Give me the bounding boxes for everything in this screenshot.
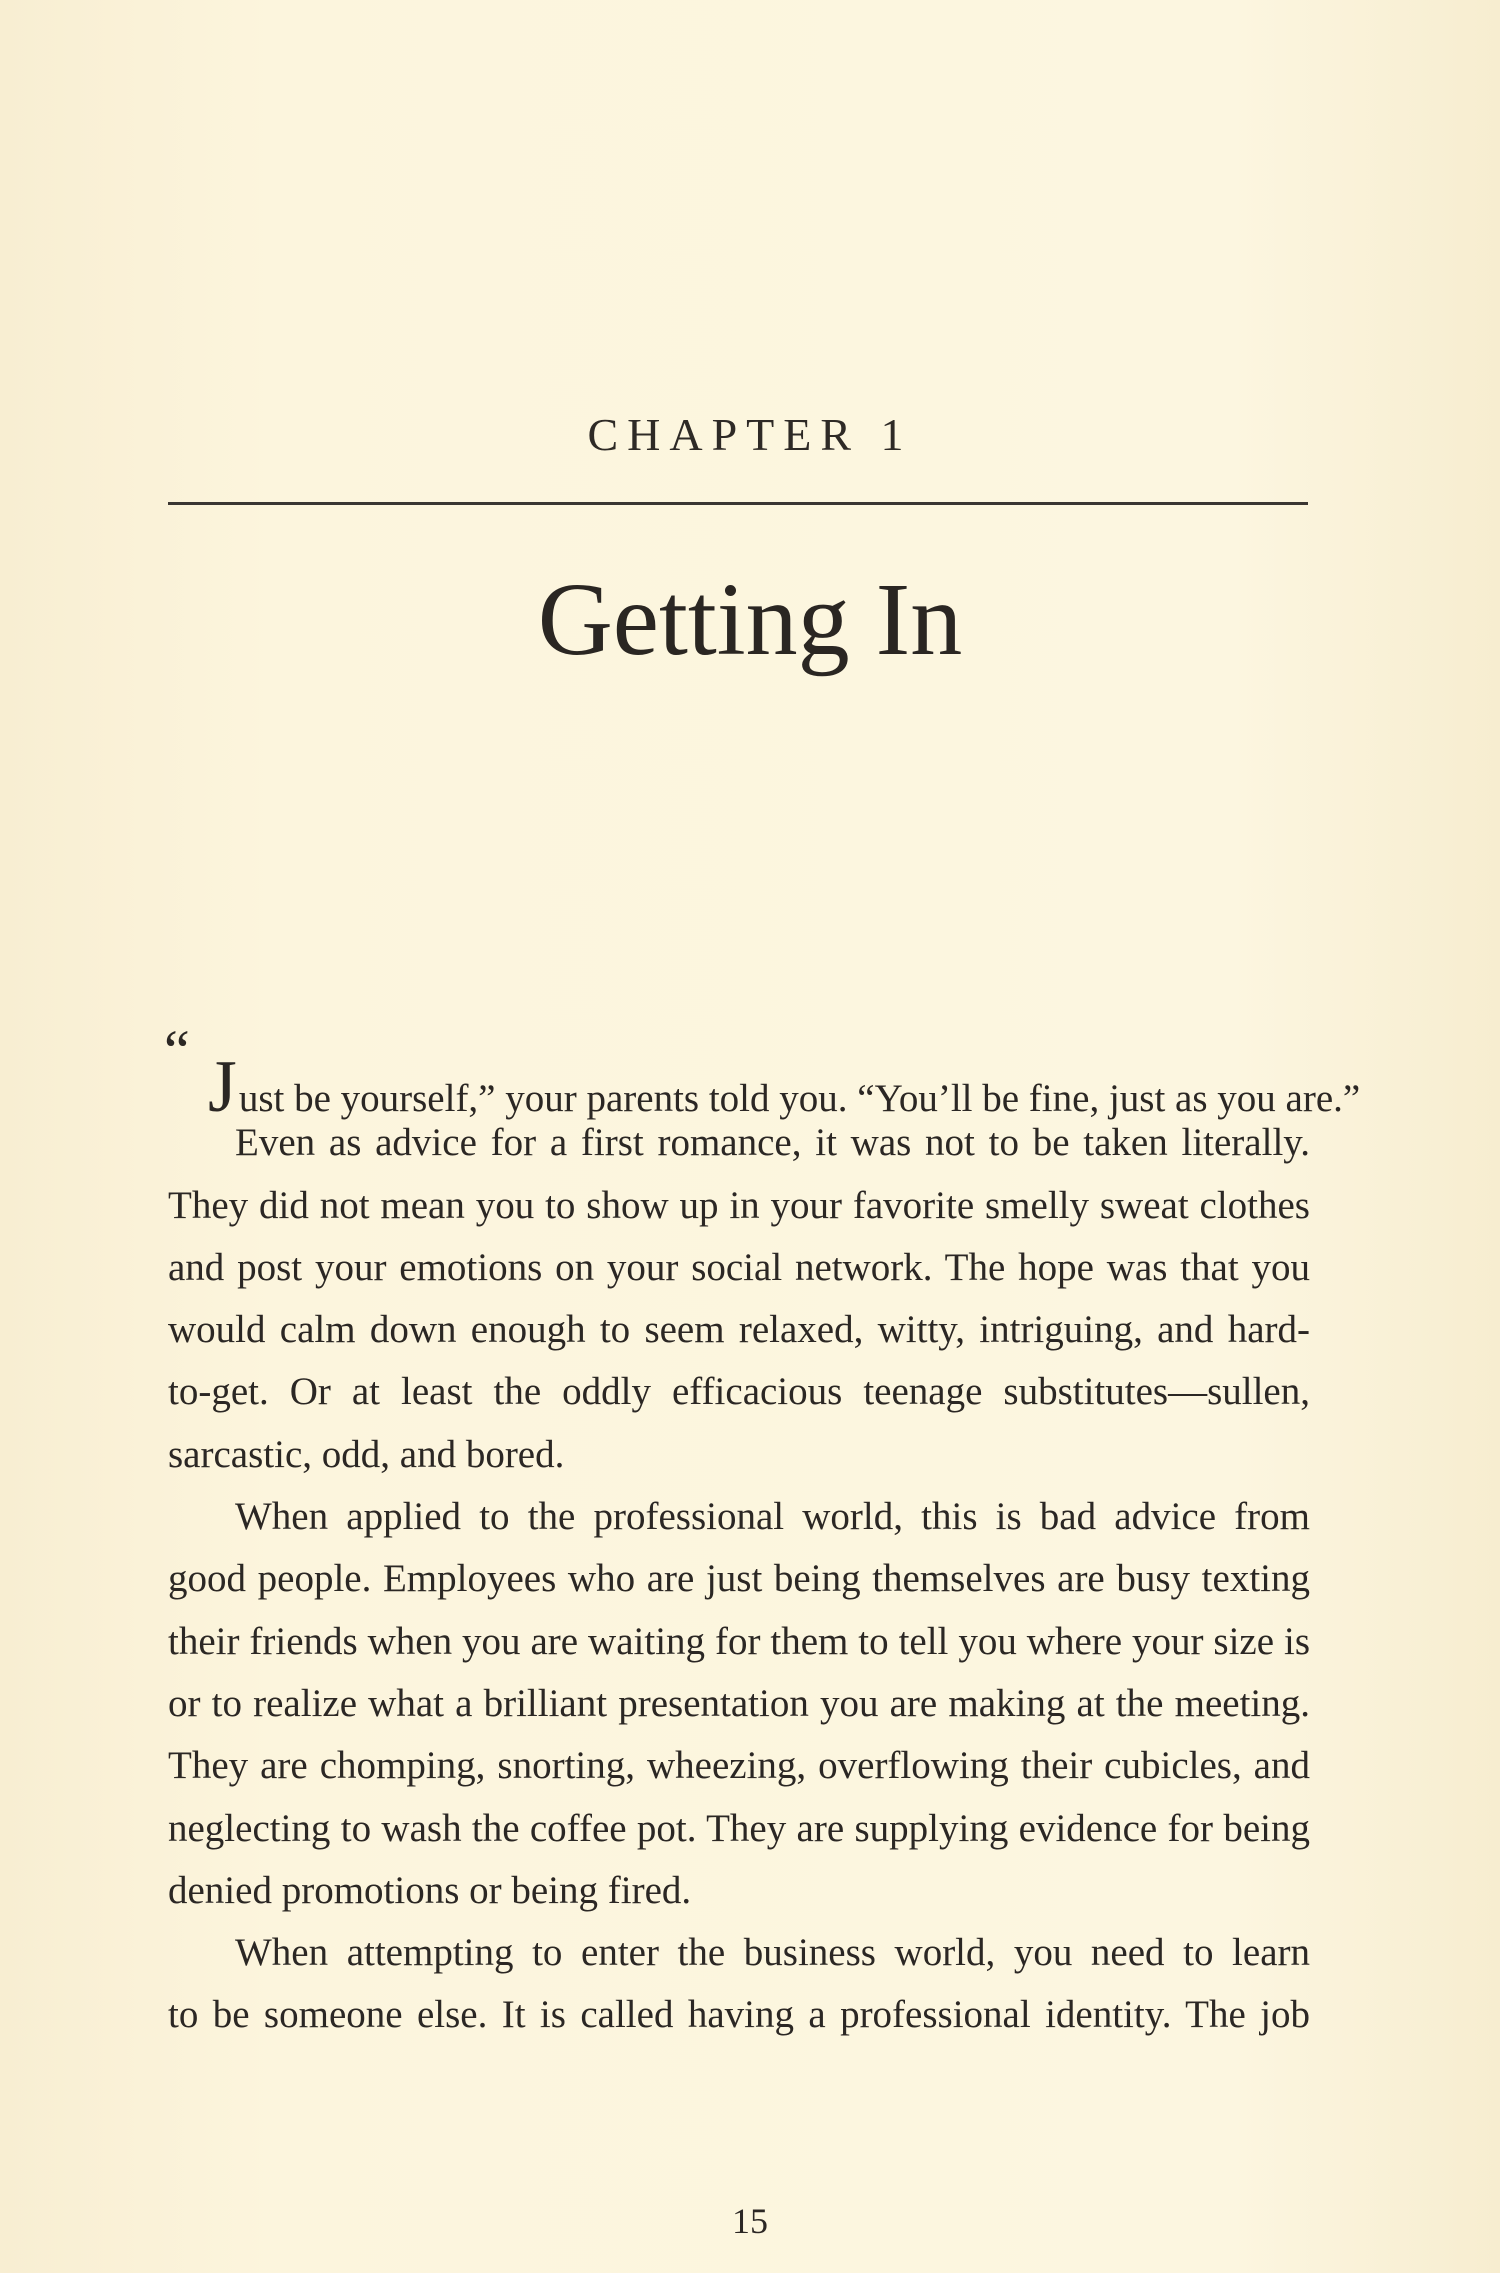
drop-cap: J <box>208 1046 237 1128</box>
body-line: and post your emotions on your social network. The hope was that you <box>168 1245 1310 1289</box>
body-line: their friends when you are waiting for them to tell you where your size is <box>168 1619 1310 1663</box>
body-line: When applied to the professional world, this is bad advice from <box>235 1495 1310 1539</box>
body-text <box>164 1018 1361 2047</box>
body-line: good people. Employees who are just being themselves are busy texting <box>168 1557 1310 1601</box>
line-text: ust be yourself,” your parents told you. “You’ll be fine, just as you are.” <box>238 1077 1361 1120</box>
body-line: to be someone else. It is called having a professional identity. The job <box>168 1993 1310 2037</box>
page-number: 15 <box>732 2201 768 2241</box>
body-line: neglecting to wash the coffee pot. They are supplying evidence for being <box>168 1806 1310 1850</box>
opening-quote-mark: “ <box>164 1018 190 1083</box>
body-line: When attempting to enter the business world, you need to learn <box>235 1931 1310 1975</box>
chapter-rule <box>168 502 1308 505</box>
body-line: They did not mean you to show up in your favorite smelly sweat clothes <box>168 1183 1310 1227</box>
body-line: or to realize what a brilliant presentation you are making at the meeting. <box>168 1681 1310 1725</box>
chapter-label: CHAPTER 1 <box>587 409 913 460</box>
paragraph-1-line-1 <box>164 1018 1361 1128</box>
body-line: denied promotions or being fired. <box>168 1868 692 1912</box>
body-line: would calm down enough to seem relaxed, witty, intriguing, and hard- <box>168 1308 1310 1352</box>
chapter-title: Getting In <box>537 562 963 677</box>
body-line: to-get. Or at least the oddly efficacious teenage substitutes—sullen, <box>168 1370 1310 1414</box>
body-line: Even as advice for a first romance, it was not to be taken literally. <box>235 1121 1310 1165</box>
body-line: They are chomping, snorting, wheezing, overflowing their cubicles, and <box>168 1744 1310 1788</box>
body-line: sarcastic, odd, and bored. <box>168 1432 565 1476</box>
